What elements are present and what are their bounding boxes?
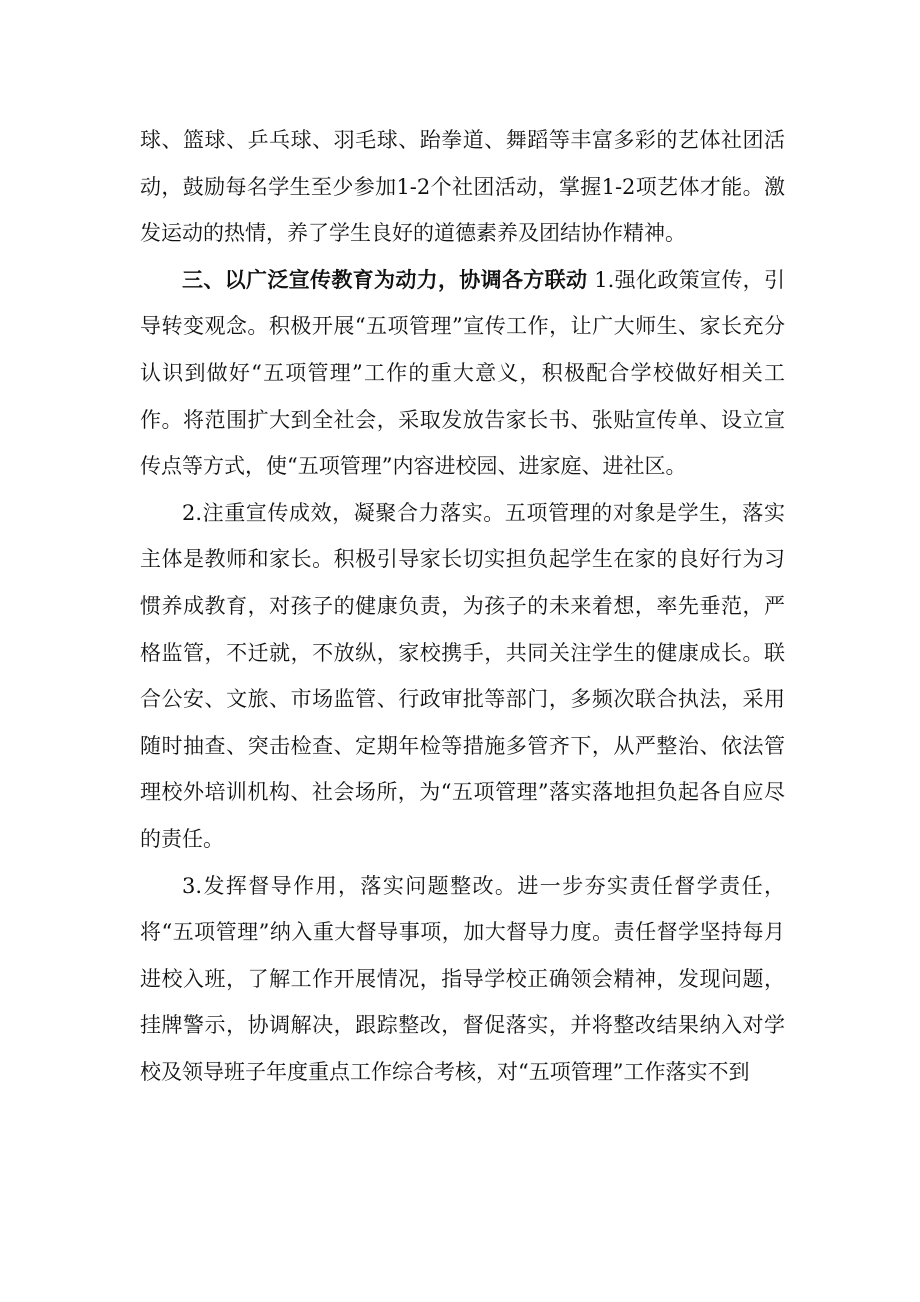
paragraph-text: 3.发挥督导作用，落实问题整改。进一步夯实责任督学责任，将“五项管理”纳入重大督导事项，加大督导力度。责任督学坚持每月进校入班，了解工作开展情况，指导学校正确领会精神，发现问题，挂牌警示，协调解决，跟踪整改，督促落实，并将整改结果纳入对学校及领导班子年度重点工作综合考核，对“五项管理”工作落实不到 bbox=[140, 873, 785, 1084]
paragraph-publicity-effect bbox=[140, 490, 785, 863]
paragraph-publicity-policy bbox=[140, 257, 785, 490]
paragraph-text: 球、篮球、乒乓球、羽毛球、跆拳道、舞蹈等丰富多彩的艺体社团活动，鼓励每名学生至少参加1-2个社团活动，掌握1-2项艺体才能。激发运动的热情，养了学生良好的道德素养及团结协作精神。 bbox=[140, 128, 785, 246]
paragraph-text: 2.注重宣传成效，凝聚合力落实。五项管理的对象是学生，落实主体是教师和家长。积极引导家长切实担负起学生在家的良好行为习惯养成教育，对孩子的健康负责，为孩子的未来着想，率先垂范，严格监管，不迁就，不放纵，家校携手，共同关注学生的健康成长。联合公安、文旅、市场监管、行政审批等部门，多频次联合执法，采用随时抽查、突击检查、定期年检等措施多管齐下，从严整治、依法管理校外培训机构、社会场所，为“五项管理”落实落地担负起各自应尽的责任。 bbox=[140, 500, 785, 851]
paragraph-text: 1.强化政策宣传，引导转变观念。积极开展“五项管理”宣传工作，让广大师生、家长充分认识到做好“五项管理”工作的重大意义，积极配合学校做好相关工作。将范围扩大到全社会，采取发放告家长书、张贴宣传单、设立宣传点等方式，使“五项管理”内容进校园、进家庭、进社区。 bbox=[140, 267, 785, 479]
document-page bbox=[140, 117, 785, 1095]
paragraph-supervision bbox=[140, 863, 785, 1096]
paragraph-arts-clubs bbox=[140, 117, 785, 257]
section-heading-three: 三、以广泛宣传教育为动力，协调各方联动 bbox=[182, 266, 588, 292]
